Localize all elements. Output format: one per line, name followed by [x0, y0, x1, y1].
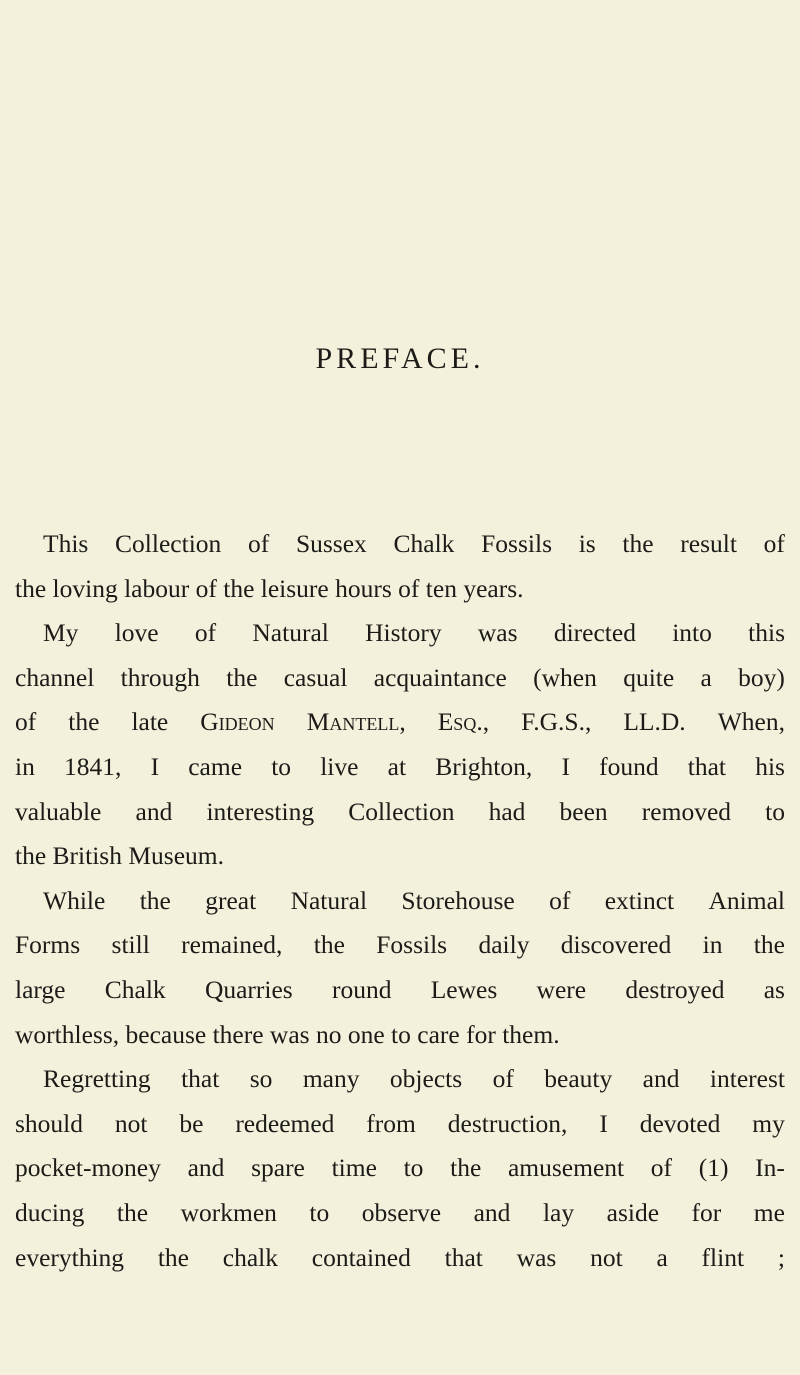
page-title: PREFACE.: [315, 342, 485, 375]
text-line: Regretting that so many objects of beauty and interest: [43, 1064, 785, 1094]
text-line: While the great Natural Storehouse of extinct Animal: [43, 885, 785, 915]
text-line: Forms still remained, the Fossils daily discovered in the: [15, 930, 785, 960]
text-line: the British Museum.: [15, 841, 224, 871]
text-line: valuable and interesting Collection had been removed to: [15, 796, 785, 826]
text-line: ducing the workmen to observe and lay aside for me: [15, 1197, 785, 1227]
text-line: large Chalk Quarries round Lewes were destroyed as: [15, 974, 785, 1004]
text-line: the loving labour of the leisure hours of ten years.: [15, 573, 524, 603]
text-line: worthless, because there was no one to care for them.: [15, 1019, 560, 1049]
text-line: in 1841, I came to live at Brighton, I found that his: [15, 751, 785, 781]
text-line: of the late Gideon Mantell, Esq., F.G.S., LL.D. When,: [15, 707, 785, 737]
text-line: This Collection of Sussex Chalk Fossils is the result of: [43, 529, 785, 558]
text-line: channel through the casual acquaintance (when quite a boy): [15, 662, 785, 692]
preface-body: [15, 522, 785, 1280]
text-line: pocket-money and spare time to the amusement of (1) In-: [15, 1153, 785, 1183]
text-line: My love of Natural History was directed into this: [43, 618, 785, 648]
text-line: should not be redeemed from destruction, I devoted my: [15, 1108, 785, 1138]
text-line: everything the chalk contained that was not a flint ;: [15, 1242, 785, 1272]
